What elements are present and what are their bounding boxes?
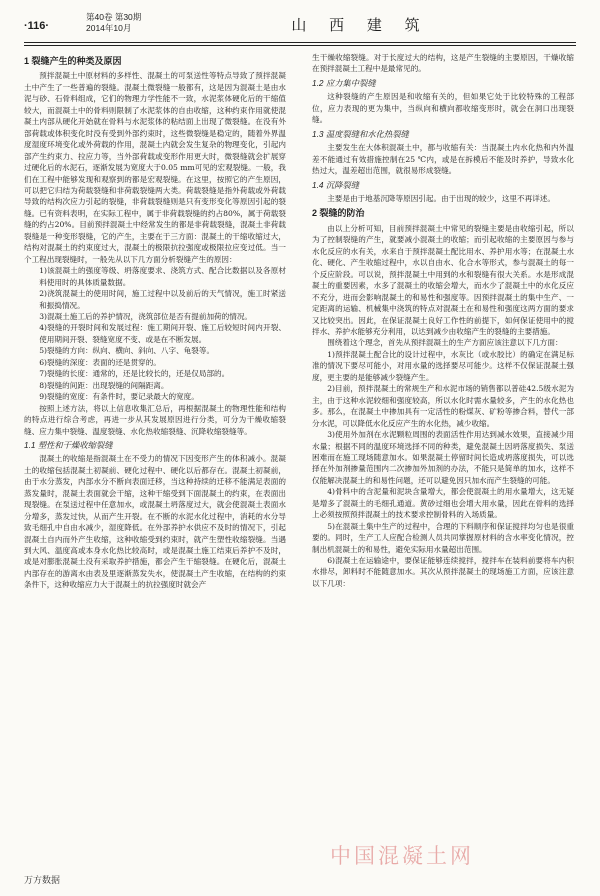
paragraph: 生干燥收缩裂缝。对于长度过大的结构，这是产生裂缝的主要原因，干燥收缩在预拌混凝土工程中是最常见的。 <box>312 53 574 74</box>
paragraph: 6)混凝土在运输途中，要保证能够连续搅拌，搅拌车在装料前要将车内积水排尽，卸料时不能随意加水。其次从预拌混凝土的现场施工方面，应该注意以下几项： <box>312 556 574 588</box>
paragraph: 预拌混凝土中原材料的多样性、混凝土的可泵送性等特点导致了预拌混凝土中产生了一些普遍的裂缝。混凝土微裂缝一般都有，这是因为混凝土是由水泥与砂、石骨料组成，它们的物理力学性能不一致，水泥浆体硬化后的干缩值较大，而混凝土中的骨料则限制了水泥浆体的自由收缩，这种约束作用就使混凝土内部从硬化开始就在骨料与水泥浆体的粘结面上出现了微裂缝。在没有外部荷载或体积变化时没有受到外部约束时，这些微裂缝是稳定的，随着外界温度湿度环境变化或外荷载的作用，混凝土内就会发生复杂的物理变化，引起内部产生约束力、拉应力等，当外部荷载或变形作用更大时，微裂缝就会扩展穿过硬化后的水泥石，逐渐发展为宽度大于0.05 mm可见的宏观裂缝。一般，我们在工程中能够发现和观察到的都是宏观裂缝。在这里，按照它的产生原因，可以把它归结为荷载裂缝和非荷载裂缝两大类。荷载裂缝是指外荷载或外荷载导致的结构次应力引起的裂缝，非荷载裂缝则是只有变形变化等原因引起的裂缝。已有资料表明，在实际工程中，属于非荷载裂缝的约占80%，属于荷载裂缝的约占20%。目前预拌混凝土中经常发生的都是非荷载裂缝，混凝土非荷载裂缝是一种变形裂缝，它的产生，主要在于三方面：混凝土的干缩收缩过大，结构对混凝土的约束度过大，混凝土的极限抗拉强度或极限拉应变过低。当一个工程出现裂缝时，一般先从以下几方面分析裂缝产生的原因： <box>24 71 286 264</box>
source-label: 万方数据 <box>24 875 61 885</box>
page-number: ·116· <box>24 20 50 32</box>
list-item: 1)该混凝土的强度等级、坍落度要求、浇筑方式、配合比数据以及各原材料使用时的具体质量数据。 <box>39 266 286 287</box>
list-item: 5)裂缝的方向：纵向、横向、斜向、八字、龟裂等。 <box>39 346 215 356</box>
subsection-heading: 1.2 应力集中裂缝 <box>312 77 376 88</box>
paragraph: 围绕着这个理念，首先从预拌混凝土的生产方面应该注意以下几方面： <box>327 338 563 348</box>
paragraph: 3)使用外加剂在水泥颗粒周围的表面活性作用达到减水效果，直接减少用水量；根据不同的温度环境选择不同的种类，避免混凝土因坍落度损失、泵送困难而在施工现场随意加水。如果混凝土停留时间长造成坍落度损失，可以选择在外加剂掺量范围内二次掺加外加剂的办法，不能只是简单的加水，这样不仅能解决混凝土的和易性问题，还可以避免因只加水而产生裂缝的可能。 <box>312 430 574 485</box>
section-heading: 2 裂缝的防治 <box>312 208 365 219</box>
list-item: 3)混凝土施工后的养护情况，浇筑部位是否有提前加荷的情况。 <box>39 311 253 321</box>
paragraph: 按照上述方法，将以上信息收集汇总后，再根据混凝土的物理性能和结构的特点进行综合考虑，再进一步从其发展原因进行分类，可分为干燥收缩裂缝、应力集中裂缝、温度裂缝、水化热收缩裂缝、沉降收缩裂缝等。 <box>24 403 286 436</box>
header-rule-thin <box>24 45 576 46</box>
subsection-heading: 1.4 沉降裂缝 <box>312 179 360 190</box>
paragraph: 主要发生在大体积混凝土中，都与收缩有关：当混凝土内水化热和内外温差不能通过有效措施控制在25 ℃内，或是在拆模后不能及时养护，导致水化热过大，温差超出范围，就很易形成裂缝。 <box>312 143 574 176</box>
header-rule <box>24 42 576 43</box>
page-header <box>24 10 576 40</box>
list-item: 2)浇筑混凝土的使用时间，施工过程中以及前后的天气情况，施工时紧送和振捣情况。 <box>39 289 286 310</box>
journal-title: 山 西 建 筑 <box>291 16 429 34</box>
paragraph: 这种裂缝的产生原因是和收缩有关的，但如果它处于比较特殊的工程部位，应力表现的更为集中，当纵向和横向都收缩变形时，就会在洞口出现裂缝。 <box>312 92 574 125</box>
paragraph: 2)目前，预拌混凝土的常规生产和水泥市场的销售都以普硅42.5级水泥为主，由于这种水泥较细和强度较高，所以水化时需水量较多，产生的水化热也多。那么，在混凝土中掺加具有一定活性的粉煤灰、矿粉等掺合料，替代一部分水泥，可以降低水化反应产生的水化热，减少收缩。 <box>312 384 574 428</box>
section-heading: 1 裂缝产生的种类及原因 <box>24 56 122 66</box>
issue-date: 2014年10月 <box>86 23 132 33</box>
list-item: 7)裂缝的长度：通常的，还是比较长的，还是仅局部的。 <box>39 369 230 379</box>
paragraph: 1)预拌混凝土配合比的设计过程中，水灰比（或水胶比）的确定在满足标准的情况下要尽可能小，对用水量的选择要尽可能少。这样不仅保证混凝土强度，更主要的是能够减少裂缝产生。 <box>312 349 574 382</box>
paragraph: 主要是由于地基沉降等原因引起。由于出现的较少，这里不再详述。 <box>327 193 555 203</box>
right-column <box>312 52 574 589</box>
list-item: 8)裂缝的间距：出现裂缝的间隔距离。 <box>39 380 169 390</box>
site-watermark: 中国混凝土网 <box>330 845 474 868</box>
subsection-heading: 1.1 塑性和干燥收缩裂缝 <box>24 439 113 450</box>
list-item: 6)裂缝的深度：表面的还是贯穿的。 <box>39 357 161 367</box>
paragraph: 混凝土的收缩是指混凝土在不受力的情况下因变形产生的体积减小。混凝土的收缩包括混凝土初凝前、硬化过程中、硬化以后都存在。混凝土初凝前，由于水分蒸发，内部水分不断向表面迁移，当这种持续的迁移不能满足表面的蒸发量时，混凝土表面就会干缩，这种干缩受到下面混凝土的约束，在表面出现裂缝。在泵送过程中任意加水，或混凝土坍落度过大，就会使混凝土表面水分增多，蒸发过快，从而产生开裂。在不断的水泥水化过程中，消耗的水分导致毛细孔中自由水减少，湿度降低。在外部养护水供应不及时的情况下，引起混凝土自内而外产生收缩，这种收缩受到约束时，就产生塑性收缩裂缝。当遇到大风、温度高或本身水化热比较高时，或是混凝土施工结束后养护不及时，或是对膨胀混凝土没有采取养护措施，都会产生干缩裂缝。在硬化后，混凝土内部存在的游离水由表及里逐渐蒸发失水，使混凝土产生收缩，在结构的约束条件下，这种收缩应力大于混凝土的抗拉强度时就会产 <box>24 454 286 590</box>
list-item: 9)裂缝的宽度：有条件时，要记录最大的宽度。 <box>39 392 199 402</box>
paragraph: 由以上分析可知，目前预拌混凝土中常见的裂缝主要是由收缩引起，所以为了控制裂缝的产生，就要减小混凝土的收缩；而引起收缩的主要原因与参与水化反应的水有关，水来自于预拌混凝土配比用水、养护用水等；在混凝土水化、硬化、产生收缩过程中，水以自由水、化合水等形式，参与混凝土的每一个反应阶段。可以说，预拌混凝土中用到的水和裂缝有很大关系。水是形成混凝土的重要因素，水多了混凝土的收缩会增大，而水少了混凝土中的水化反应不充分，进而会影响混凝土的和易性和强度等。因预拌混凝土的集中生产、一定距离的运输、机械集中浇筑的特点对混凝土在和易性和强度这两方面的要求又比较突出。因此，在保证混凝土良好工作性的前提下，如何保证使用中的搅拌水、养护水能够充分利用，以达到减少由收缩产生的裂缝的主要措施。 <box>312 223 574 336</box>
paragraph: 5)在混凝土集中生产的过程中，合理的下料顺序和保证搅拌均匀也是很重要的。同时，生产工人应配合检测人员共同掌握原材料的含水率变化情况，控制出机混凝土的和易性，避免实际用水量超出范围。 <box>312 521 574 554</box>
paragraph: 4)骨料中的含泥量和泥块含量增大，都会使混凝土的用水量增大，这无疑是增多了混凝土的毛细孔通道。黄砂过细也会增大用水量，因此在骨料的选择上必须按照预拌混凝土的技术要求控制骨料的入场质量。 <box>312 487 574 520</box>
list-item: 4)裂缝的开裂时间和发展过程：施工期间开裂、施工后较短时间内开裂、使用期间开裂、裂缝宽度不变、或是在不断发展。 <box>39 323 286 344</box>
left-column <box>24 52 286 591</box>
subsection-heading: 1.3 温度裂缝和水化热裂缝 <box>312 128 409 139</box>
volume-issue: 第40卷 第30期 <box>86 12 142 22</box>
